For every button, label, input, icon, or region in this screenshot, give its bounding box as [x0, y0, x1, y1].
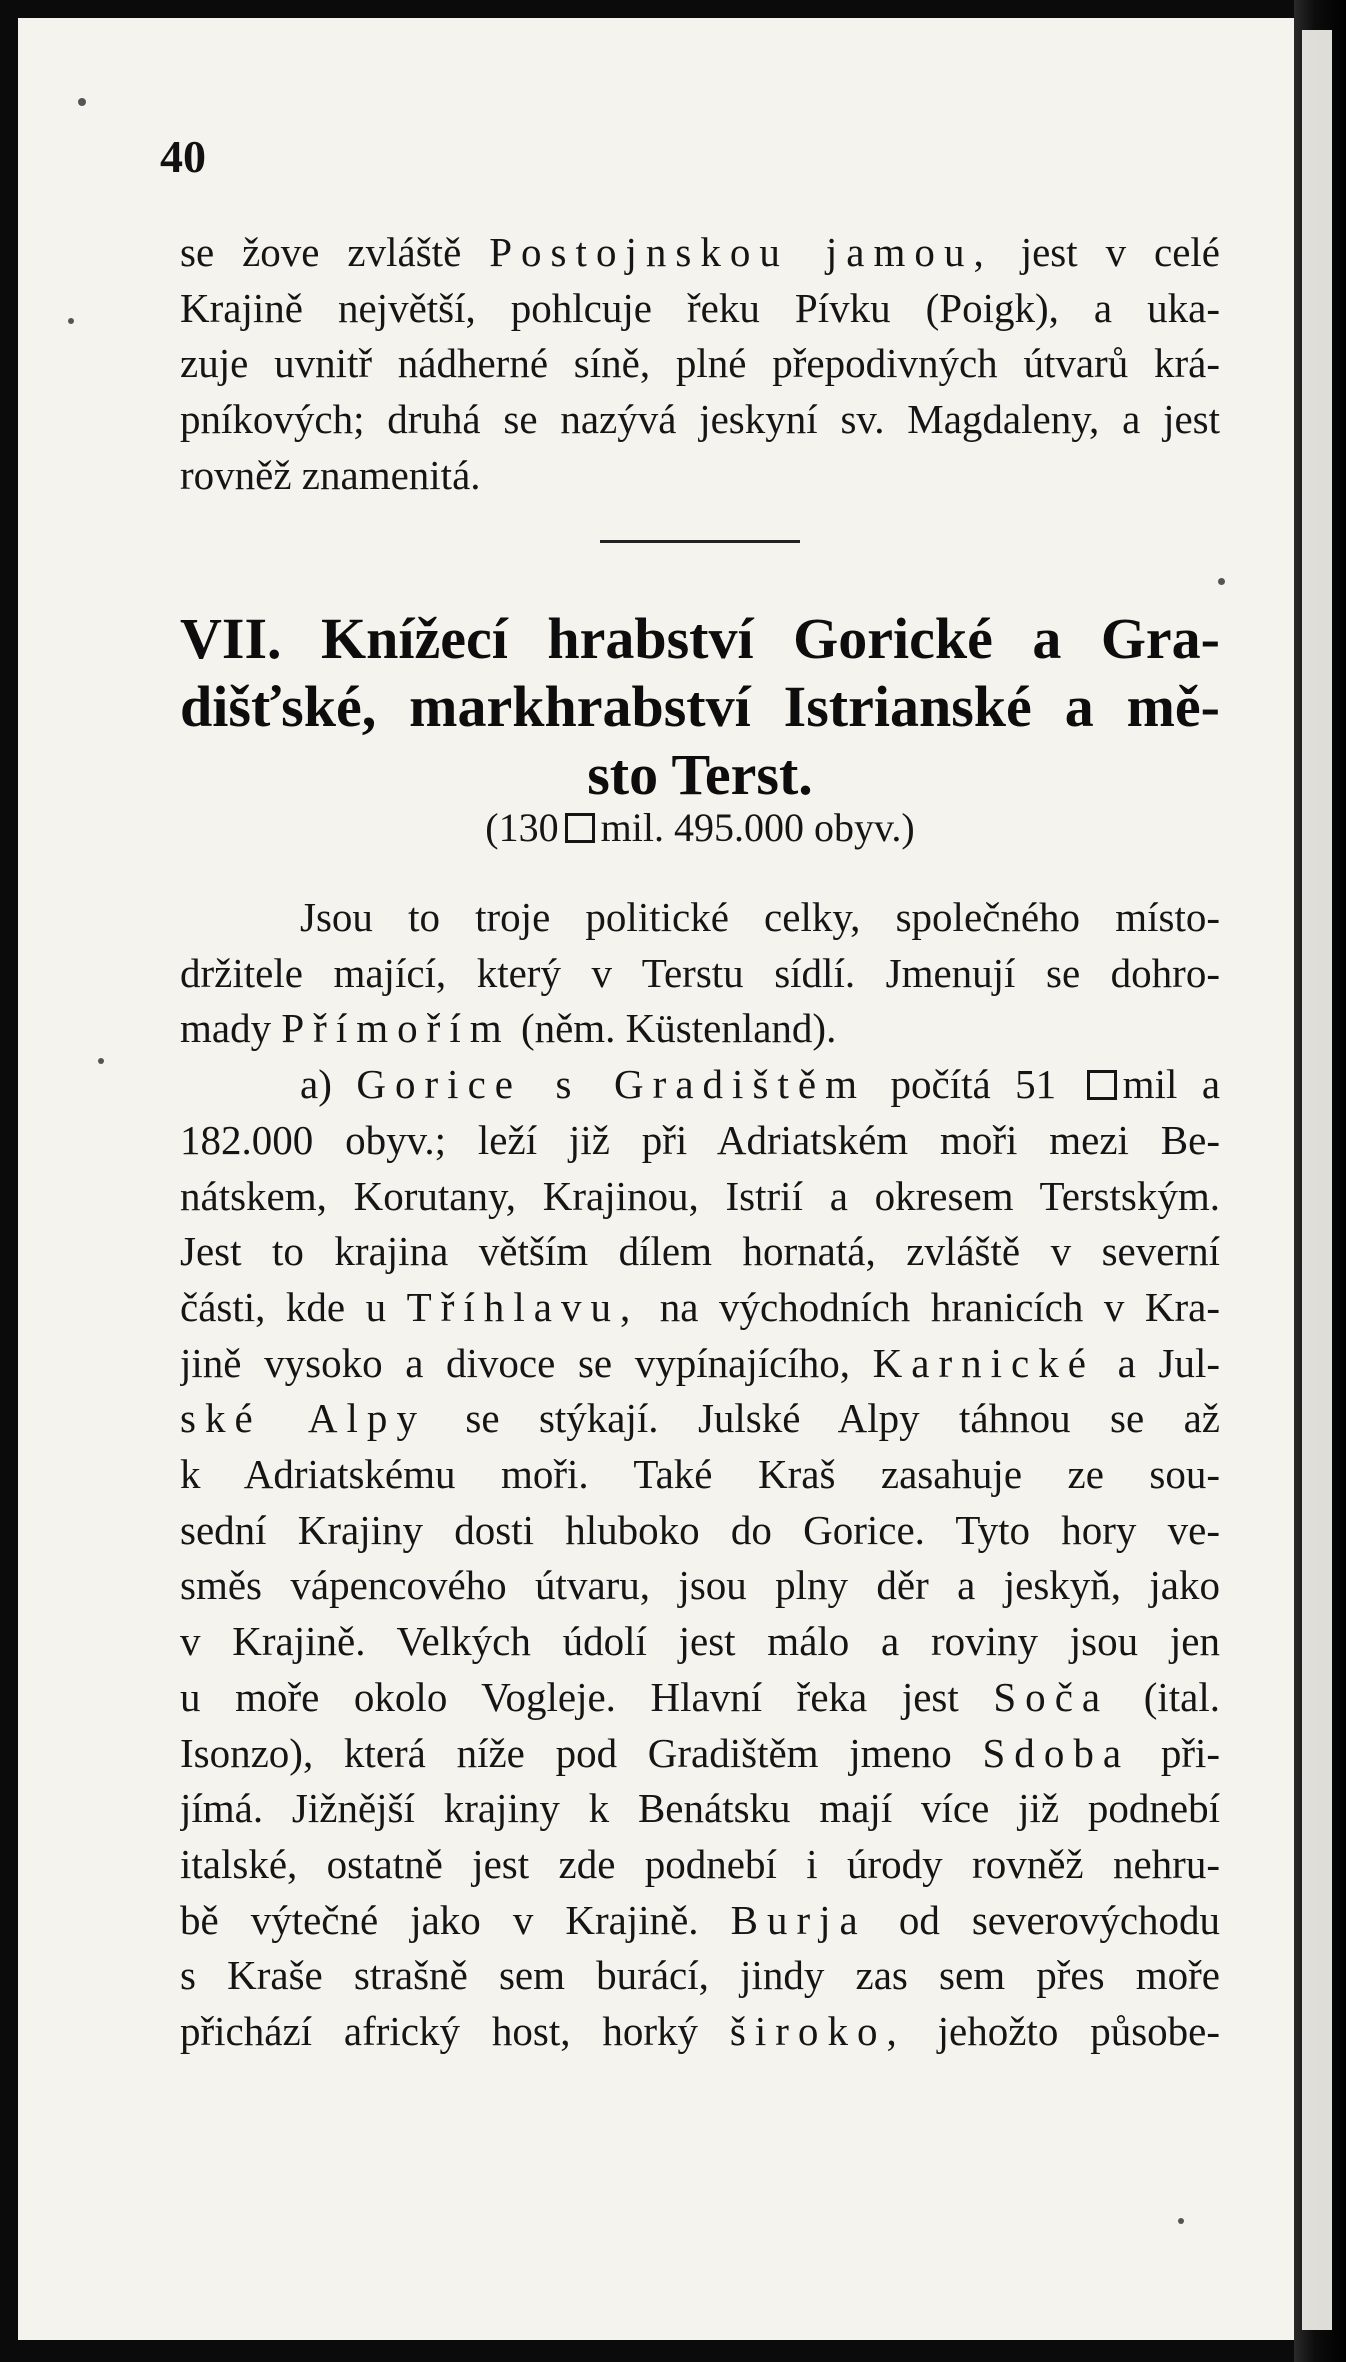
text-line: Isonzo), která níže pod Gradištěm jmeno Sdoba při-	[180, 1729, 1220, 1776]
text-line: směs vápencového útvaru, jsou plny děr a jeskyň, jako	[180, 1562, 1220, 1609]
speck	[98, 1058, 104, 1064]
text-line: jině vysoko a divoce se vypínajícího, Karnické a Jul-	[180, 1339, 1220, 1386]
text-line: Jsou to troje politické celky, společného místo-	[300, 894, 1220, 940]
text-line: mady Přímořím (něm. Küstenland).	[180, 1005, 837, 1052]
page-number: 40	[160, 131, 206, 182]
body-paragraph	[180, 890, 1220, 2060]
text-line: přichází africký host, horký široko, jehožto působe-	[180, 2008, 1220, 2055]
text-line: v Krajině. Velkých údolí jest málo a roviny jsou jen	[180, 1618, 1220, 1665]
text-line: 182.000 obyv.; leží již při Adriatském moři mezi Be-	[180, 1116, 1220, 1163]
section-subtitle: (130 mil. 495.000 obyv.)	[485, 805, 915, 850]
text-line: pníkových; druhá se nazývá jeskyní sv. Magdaleny, a jest	[180, 396, 1220, 443]
heading-line: VII. Knížecí hrabství Gorické a Gra-	[180, 606, 1220, 671]
speck	[1218, 578, 1225, 585]
text-line: sední Krajiny dosti hluboko do Gorice. Tyto hory ve-	[180, 1506, 1220, 1553]
text-line: části, kde u Tříhlavu, na východních hranicích v Kra-	[180, 1283, 1220, 1330]
text-line: ské Alpy se stýkají. Julské Alpy táhnou se až	[180, 1395, 1220, 1442]
section-heading	[180, 605, 1220, 809]
text-line: držitele mající, který v Terstu sídlí. Jmenují se dohro-	[180, 949, 1220, 996]
next-page-edge	[1302, 30, 1332, 2330]
text-line: bě výtečné jako v Krajině. Burja od severovýchodu	[180, 1896, 1220, 1943]
section-divider	[600, 540, 800, 543]
speck	[1178, 2218, 1184, 2224]
text-line: u moře okolo Vogleje. Hlavní řeka jest Soča (ital.	[180, 1673, 1220, 1720]
text-line: Jest to krajina větším dílem hornatá, zvláště v severní	[180, 1228, 1220, 1275]
text-line: Krajině největší, pohlcuje řeku Pívku (Poigk), a uka-	[180, 284, 1220, 331]
heading-line: dišťské, markhrabství Istrianské a mě-	[180, 674, 1220, 739]
text-line: k Adriatskému moři. Také Kraš zasahuje ze sou-	[180, 1451, 1220, 1498]
square-mile-symbol	[565, 813, 595, 843]
heading-line: sto Terst.	[587, 742, 813, 807]
text-line: se žove zvláště Postojnskou jamou, jest v celé	[180, 229, 1220, 275]
text-line: a) Gorice s Gradištěm počítá 51 mil a	[300, 1061, 1220, 1108]
text-line: nátskem, Korutany, Krajinou, Istrií a okresem Terstským.	[180, 1172, 1220, 1219]
speck	[68, 318, 74, 324]
text-line: zuje uvnitř nádherné síně, plné přepodivných útvarů krá-	[180, 340, 1220, 387]
text-line: rovněž znamenitá.	[180, 451, 481, 498]
intro-paragraph	[180, 225, 1220, 504]
square-mile-symbol	[1087, 1070, 1117, 1100]
speck	[78, 98, 86, 106]
text-line: jímá. Jižnější krajiny k Benátsku mají více již podnebí	[180, 1785, 1220, 1832]
text-line: italské, ostatně jest zde podnebí i úrody rovněž nehru-	[180, 1840, 1220, 1887]
text-line: s Kraše strašně sem burácí, jindy zas sem přes moře	[180, 1952, 1220, 1999]
